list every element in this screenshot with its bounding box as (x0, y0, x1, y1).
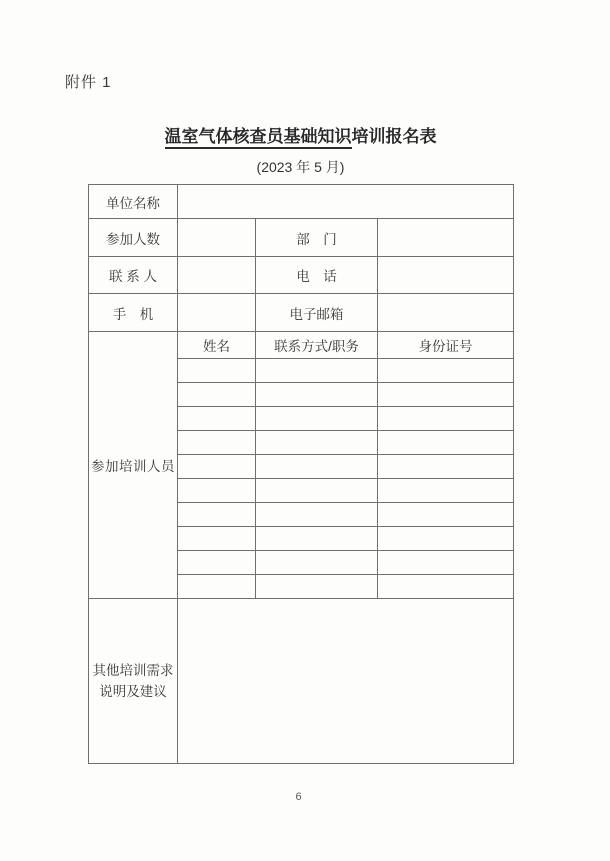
attachment-label: 附件 1 (65, 74, 112, 91)
registration-form-table (88, 184, 514, 764)
form-title-rest: 培训报名表 (351, 127, 437, 146)
trainee-empty-cell (178, 527, 256, 551)
trainee-header-contact: 联系方式/职务 (256, 332, 378, 359)
contact-person-row (89, 257, 514, 294)
trainee-empty-cell (256, 407, 378, 431)
other-needs-label (89, 599, 178, 764)
form-date: (2023 年 5 月) (256, 159, 345, 175)
trainee-empty-cell (378, 407, 514, 431)
other-needs-label-line2: 说明及建议 (99, 684, 167, 699)
email-value (378, 294, 514, 332)
trainee-empty-cell (256, 575, 378, 599)
trainee-empty-cell (378, 455, 514, 479)
trainee-empty-cell (178, 455, 256, 479)
trainee-empty-cell (256, 551, 378, 575)
participant-count-label: 参加人数 (89, 219, 178, 257)
trainee-header-name: 姓名 (178, 332, 256, 359)
unit-name-label: 单位名称 (89, 185, 178, 219)
form-title-underlined: 温室气体核查员基础知识 (165, 127, 352, 149)
trainee-empty-cell (378, 503, 514, 527)
trainee-empty-cell (178, 359, 256, 383)
other-needs-row (89, 599, 514, 764)
trainee-header-id: 身份证号 (378, 332, 514, 359)
trainee-empty-cell (178, 431, 256, 455)
trainee-empty-cell (256, 527, 378, 551)
contact-person-label: 联 系 人 (89, 257, 178, 294)
phone-value (378, 257, 514, 294)
trainee-header-row (89, 332, 514, 359)
mobile-label: 手 机 (89, 294, 178, 332)
page-number: 6 (295, 791, 302, 803)
trainee-empty-cell (378, 359, 514, 383)
trainee-empty-cell (178, 503, 256, 527)
trainee-empty-cell (378, 551, 514, 575)
other-needs-label-line1: 其他培训需求 (92, 663, 174, 678)
phone-label: 电 话 (256, 257, 378, 294)
trainee-empty-cell (256, 359, 378, 383)
mobile-row (89, 294, 514, 332)
form-content (88, 126, 513, 764)
trainee-empty-cell (378, 383, 514, 407)
trainee-empty-cell (378, 575, 514, 599)
trainee-empty-cell (178, 575, 256, 599)
trainee-empty-cell (256, 455, 378, 479)
trainee-empty-cell (178, 383, 256, 407)
trainee-empty-cell (256, 431, 378, 455)
unit-name-value (178, 185, 514, 219)
trainee-empty-cell (256, 383, 378, 407)
trainee-empty-cell (256, 503, 378, 527)
mobile-value (178, 294, 256, 332)
trainee-empty-cell (178, 479, 256, 503)
trainee-empty-cell (178, 551, 256, 575)
trainee-empty-cell (378, 431, 514, 455)
department-label: 部 门 (256, 219, 378, 257)
department-value (378, 219, 514, 257)
trainee-empty-cell (378, 479, 514, 503)
participant-count-row (89, 219, 514, 257)
email-label: 电子邮箱 (256, 294, 378, 332)
trainee-empty-cell (256, 479, 378, 503)
form-title (88, 126, 513, 148)
participant-count-value (178, 219, 256, 257)
other-needs-value (178, 599, 514, 764)
trainee-empty-cell (178, 407, 256, 431)
trainees-section-label: 参加培训人员 (89, 332, 178, 599)
trainee-empty-cell (378, 527, 514, 551)
contact-person-value (178, 257, 256, 294)
unit-name-row (89, 185, 514, 219)
